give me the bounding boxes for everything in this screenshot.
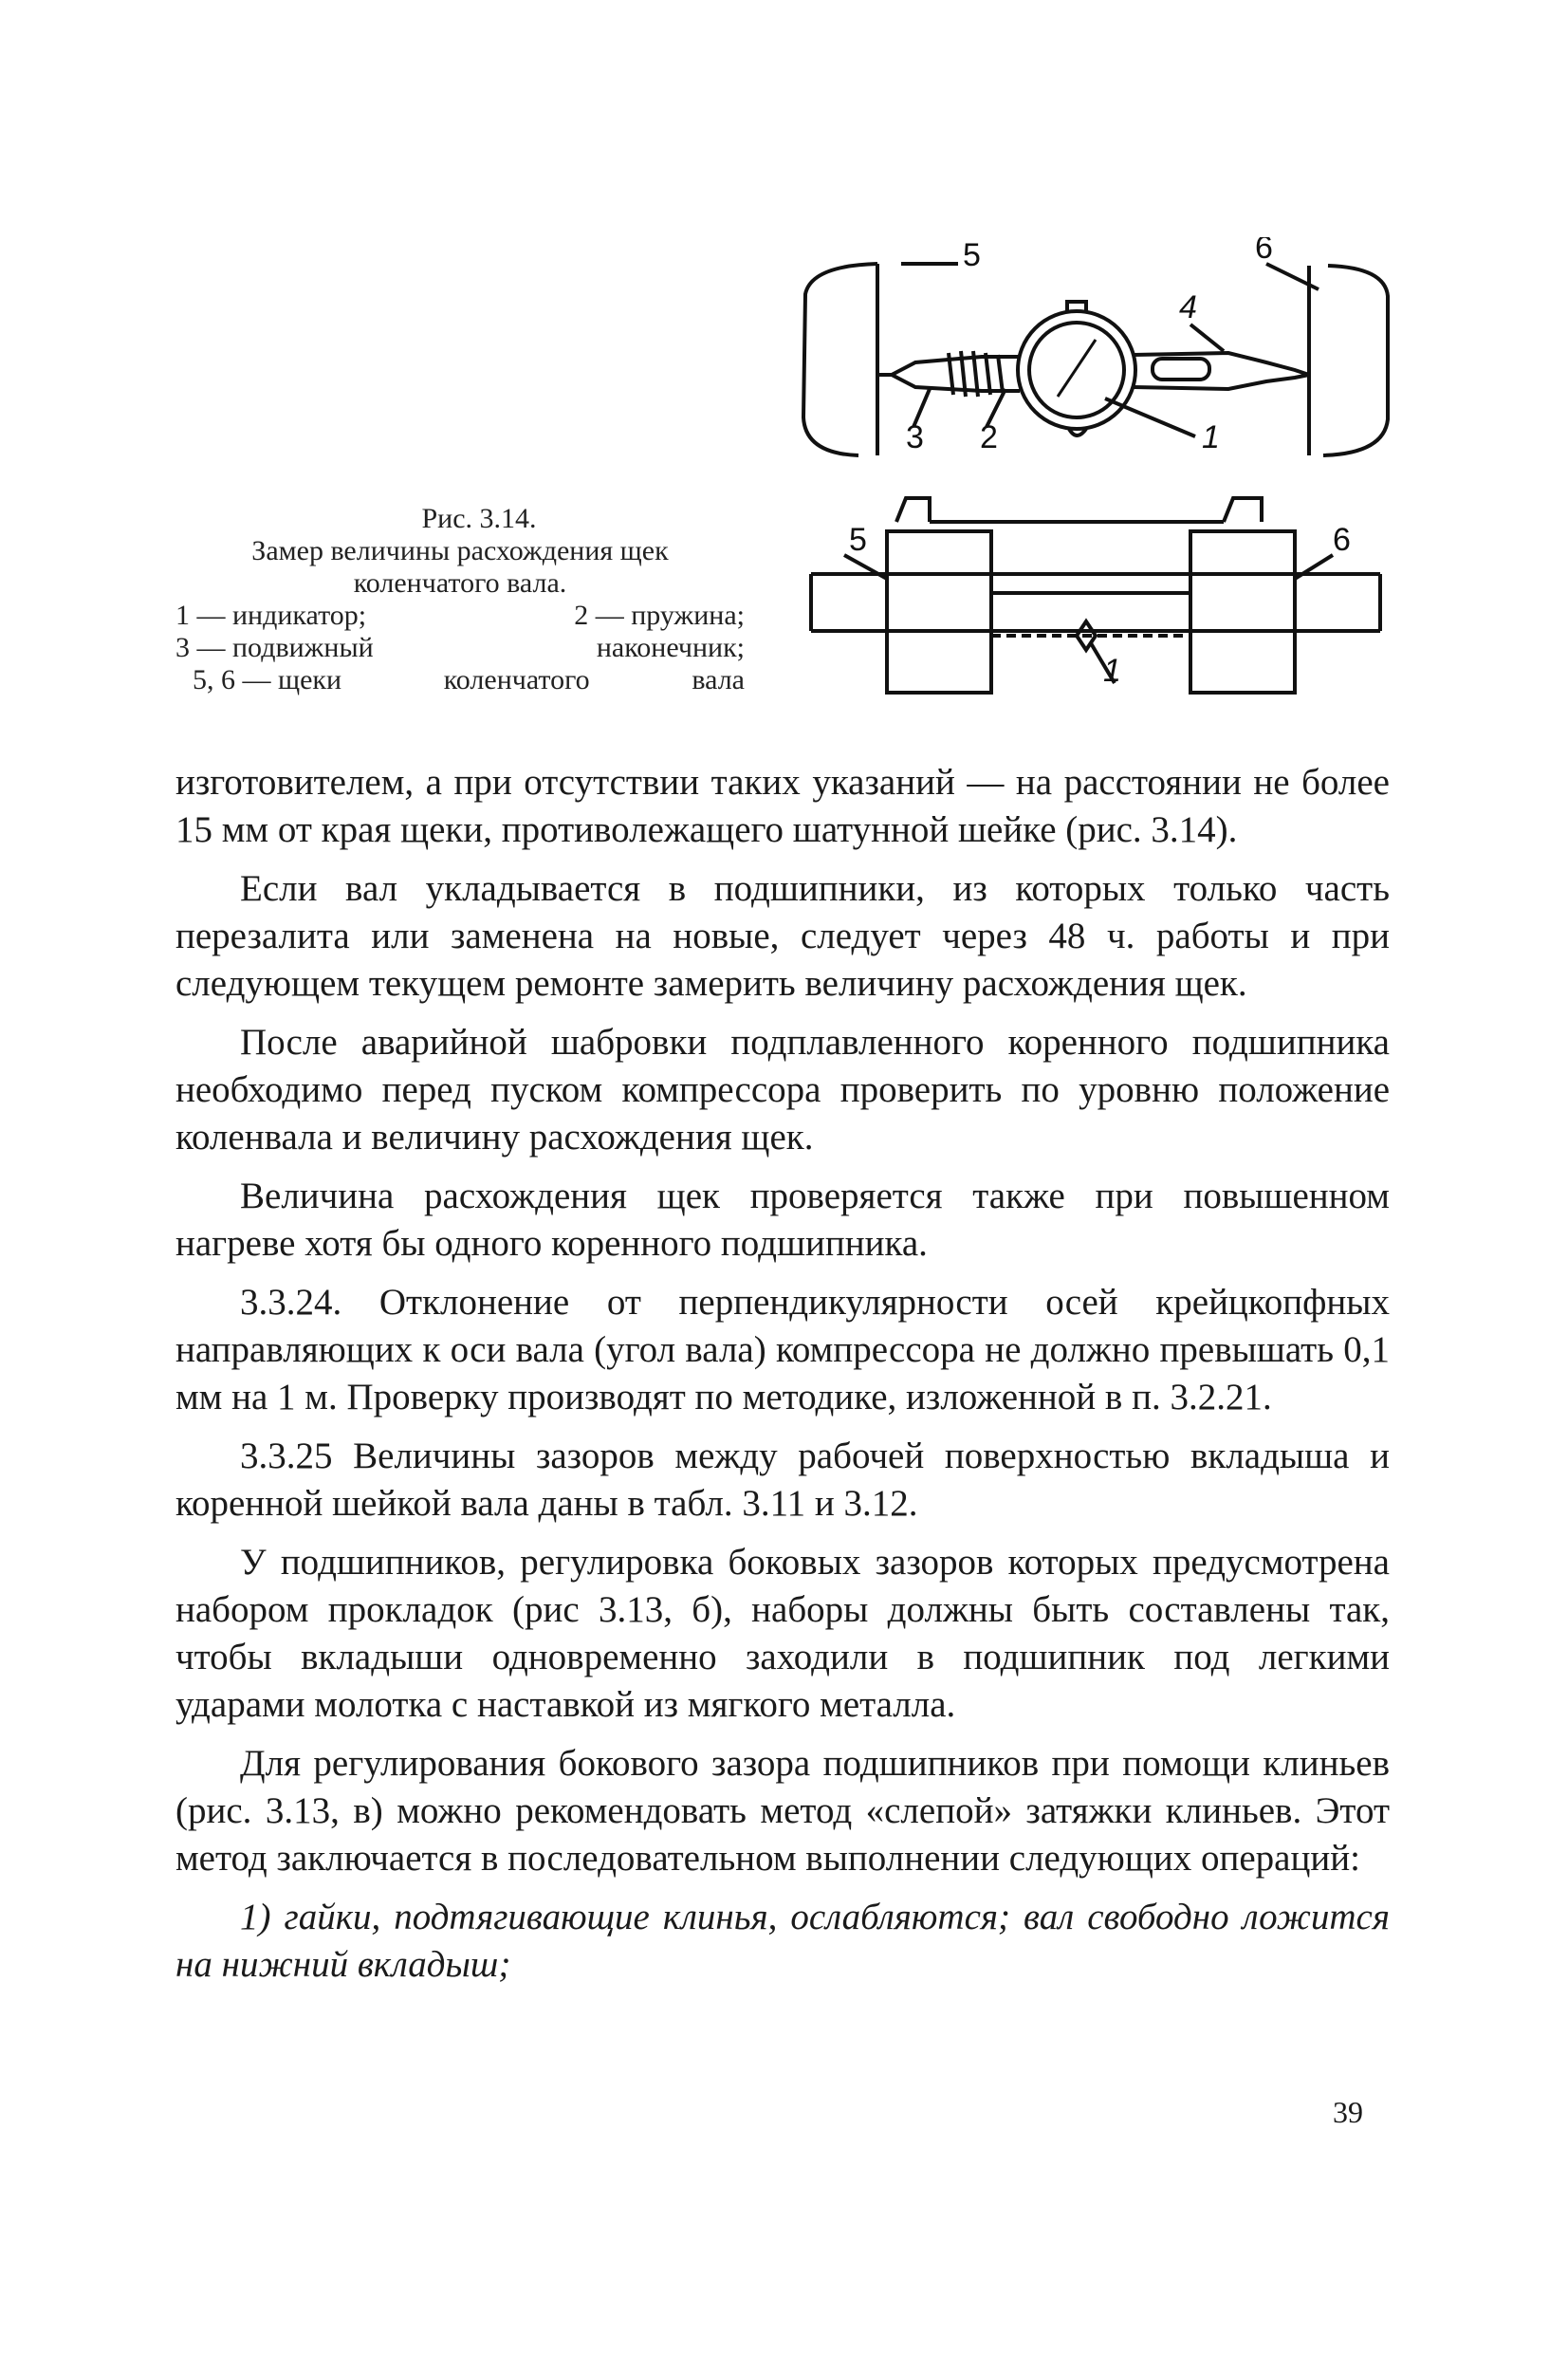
caption-line: Замер величины расхождения щек: [251, 535, 669, 566]
legend-item: 1 — индикатор;: [175, 600, 367, 631]
cheek-5-outline: [803, 264, 877, 455]
label-2: 2: [980, 419, 998, 455]
caption-title: Рис. 3.14.: [421, 503, 537, 534]
label-6-bottom: 6: [1333, 522, 1351, 558]
label-1-bottom: 1: [1103, 653, 1121, 689]
paragraph: Если вал укладывается в подшипники, из которых только часть перезалита или заменена на новые, следует через 48 ч. работы и при следующем текущем ремонте замерить величину расхождения щек.: [175, 868, 1390, 1004]
paragraph: 3.3.24. Отклонение от перпендикулярности осей крейцкопфных направляющих к оси вала (угол вала) компрессора не должно превышать 0,1 мм на 1 м. Проверку производят по методике, изложенной в п. 3.2.21.: [175, 1282, 1390, 1417]
paragraph: 3.3.25 Величины зазоров между рабочей поверхностью вкладыша и коренной шейкой вала даны в табл. 3.11 и 3.12.: [175, 1436, 1390, 1524]
legend-item: 5, 6 — щеки: [193, 664, 342, 695]
legend-row: [175, 632, 745, 664]
paragraph: У подшипников, регулировка боковых зазоров которых предусмотрена набором прокладок (рис 3.13, б), наборы должны быть составлены так, чтобы вкладыши одновременно заходили в подшипник под легкими ударами молотка с наставкой из мягкого металла.: [175, 1542, 1390, 1725]
gauge-rod-right-bottom: [1134, 375, 1309, 389]
legend-item: 3 — подвижный: [175, 632, 374, 663]
label-5-bottom: 5: [849, 522, 867, 558]
legend-row: [175, 664, 745, 696]
paragraph: После аварийной шабровки подплавленного коренного подшипника необходимо перед пуском компрессора проверить по уровню положение коленвала и величину расхождения щек.: [175, 1022, 1390, 1158]
rod-slot: [1153, 359, 1209, 380]
cheek-5-bottom: [887, 531, 991, 693]
label-3: 3: [906, 419, 924, 455]
legend-item: коленчатого: [443, 664, 590, 695]
paragraph: Для регулирования бокового зазора подшипников при помощи клиньев (рис. 3.13, в) можно рекомендовать метод «слепой» затяжки клиньев. Этот метод заключается в последовательном выполнении следующих операций:: [175, 1743, 1390, 1879]
cheek-5-lug: [896, 498, 930, 522]
cheek-6-lug: [1224, 498, 1262, 522]
crankshaft-diagram: [792, 237, 1399, 712]
page-number: 39: [1333, 2095, 1363, 2129]
leader-4: [1190, 324, 1224, 351]
cheek-6-bottom: [1190, 531, 1295, 693]
cheek-6-outline: [1323, 266, 1388, 455]
paragraph: 1) гайки, подтягивающие клинья, ослабляются; вал свободно ложится на нижний вкладыш;: [175, 1897, 1390, 1985]
figure-3-14: [792, 237, 1399, 712]
legend-item: наконечник;: [596, 632, 745, 663]
legend-row: [175, 600, 745, 632]
gauge-rod-right-top: [1134, 353, 1309, 375]
leader-1: [1105, 398, 1195, 436]
paragraph: Величина расхождения щек проверяется также при повышенном нагреве хотя бы одного коренного подшипника.: [175, 1176, 1390, 1264]
label-4: 4: [1179, 289, 1197, 325]
legend-item: вала: [692, 664, 745, 695]
label-6: 6: [1255, 237, 1273, 266]
label-1: 1: [1202, 419, 1220, 455]
body-text: [175, 759, 1390, 2000]
caption-line: коленчатого вала.: [353, 567, 567, 599]
figure-caption: [175, 503, 745, 696]
legend-item: 2 — пружина;: [574, 600, 745, 631]
dial-needle: [1058, 340, 1096, 397]
label-5: 5: [963, 237, 981, 273]
paragraph: изготовителем, а при отсутствии таких указаний — на расстоянии не более 15 мм от края щеки, противолежащего шатунной шейке (рис. 3.14).: [175, 762, 1390, 850]
